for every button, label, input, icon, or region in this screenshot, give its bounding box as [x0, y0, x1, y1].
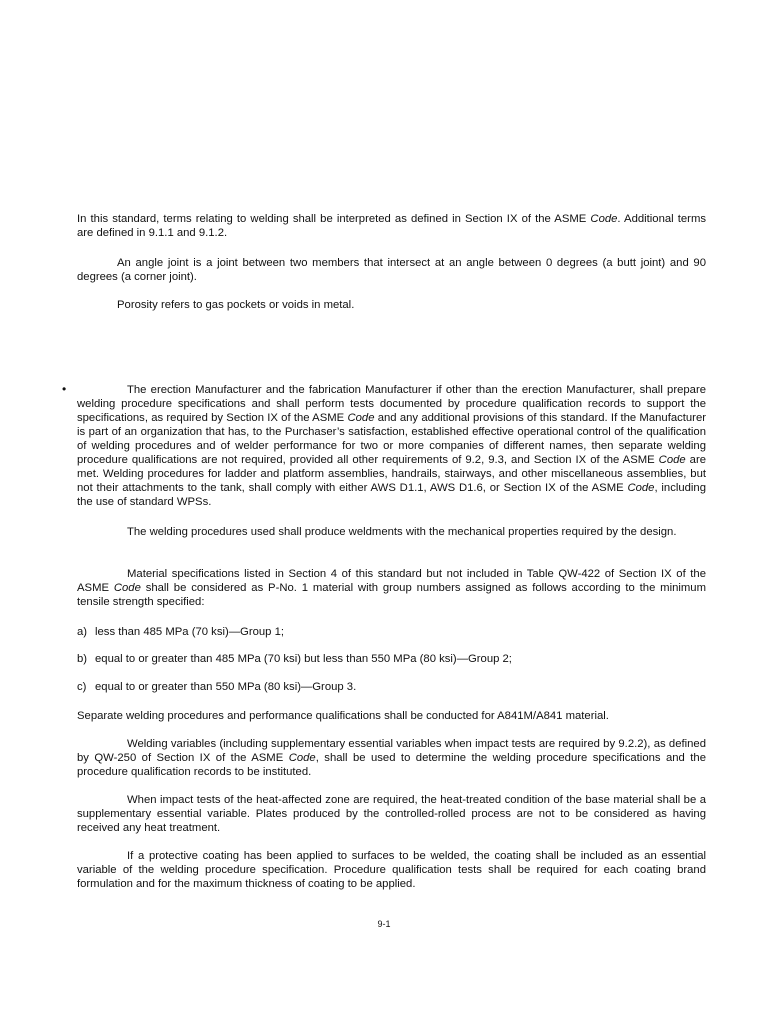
- protective-coating-paragraph: If a protective coating has been applied to surfaces to be welded, the coating shall be included as an essential variable of the welding procedure specification. Procedure qualification tests shall be required for each coating brand formulation and for the maximum thickness of coating to be applied.: [77, 850, 706, 890]
- list-item-label: b): [77, 653, 88, 665]
- code-italic: Code: [288, 752, 316, 764]
- intro-text-end: . Additional terms are defined in 9.1.1 and 9.1.2.: [77, 213, 706, 239]
- variables-text-2: , shall be used to determine the welding procedure specifications and the procedure qualification records to be instituted.: [77, 752, 706, 778]
- procedures-text-2: and any additional provisions of this standard. If the Manufacturer is part of an organization that has, to the Purchaser’s satisfaction, established effective operational control of the qualification of welding procedures and of welder performance for two or more companies of different names, then separate welding procedure qualifications are not required, provided all other requirements of 9.2, 9.3, and Section IX of the ASME: [77, 412, 706, 466]
- procedures-text-4: , including the use of standard WPSs.: [77, 482, 706, 508]
- angle-joint-definition: An angle joint is a joint between two members that intersect at an angle between 0 degrees (a butt joint) and 90 degrees (a corner joint).: [77, 257, 706, 283]
- material-specifications-paragraph: [77, 567, 706, 609]
- variables-text-1: Welding variables (including supplementary essential variables when impact tests are required by 9.2.2), as defined by QW-250 of Section IX of the ASME: [77, 738, 706, 764]
- list-item-label: a): [77, 626, 88, 638]
- porosity-definition: Porosity refers to gas pockets or voids in metal.: [117, 299, 355, 311]
- list-item: [77, 680, 706, 694]
- page-number: 9-1: [377, 919, 391, 929]
- welding-procedures-paragraph: [77, 383, 706, 509]
- welding-variables-paragraph: [77, 737, 706, 779]
- code-italic: Code: [347, 412, 375, 424]
- impact-tests-paragraph: When impact tests of the heat-affected zone are required, the heat-treated condition of the base material shall be a supplementary essential variable. Plates produced by the controlled-rolled process are not to be considered as having received any heat treatment.: [77, 794, 706, 834]
- list-item-text: less than 485 MPa (70 ksi)—Group 1;: [95, 626, 284, 638]
- list-item-text: equal to or greater than 550 MPa (80 ksi)—Group 3.: [95, 681, 357, 693]
- list-item: [77, 625, 706, 639]
- code-italic: Code: [627, 482, 655, 494]
- list-item-label: c): [77, 681, 87, 693]
- intro-paragraph: [77, 212, 706, 240]
- code-italic: Code: [113, 582, 141, 594]
- material-text-2: shall be considered as P-No. 1 material with group numbers assigned as follows according to the minimum tensile strength specified:: [77, 582, 707, 608]
- mechanical-properties-paragraph: The welding procedures used shall produce weldments with the mechanical properties required by the design.: [127, 526, 677, 538]
- procedures-text-1: The erection Manufacturer and the fabrication Manufacturer if other than the erection Manufacturer, shall prepare welding procedure specifications and shall perform tests documented by procedure qualification records to support the specifications, as required by Section IX of the ASME: [77, 384, 706, 424]
- list-item: [77, 652, 706, 666]
- code-italic: Code: [590, 213, 618, 225]
- list-item-text: equal to or greater than 485 MPa (70 ksi) but less than 550 MPa (80 ksi)—Group 2;: [95, 653, 512, 665]
- procedures-text-3: are met. Welding procedures for ladder and platform assemblies, handrails, stairways, and other miscellaneous assemblies, but not their attachments to the tank, shall comply with either AWS D1.1, AWS D1.6, or Section IX of the ASME: [77, 454, 707, 494]
- separate-procedures-paragraph: Separate welding procedures and performance qualifications shall be conducted for A841M/A841 material.: [77, 710, 609, 722]
- material-text-1: Material specifications listed in Section 4 of this standard but not included in Table QW-422 of Section IX of the ASME: [77, 568, 706, 594]
- intro-text: In this standard, terms relating to welding shall be interpreted as defined in Section IX of the ASME: [77, 213, 591, 225]
- code-italic: Code: [658, 454, 686, 466]
- bullet-marker: •: [62, 382, 67, 396]
